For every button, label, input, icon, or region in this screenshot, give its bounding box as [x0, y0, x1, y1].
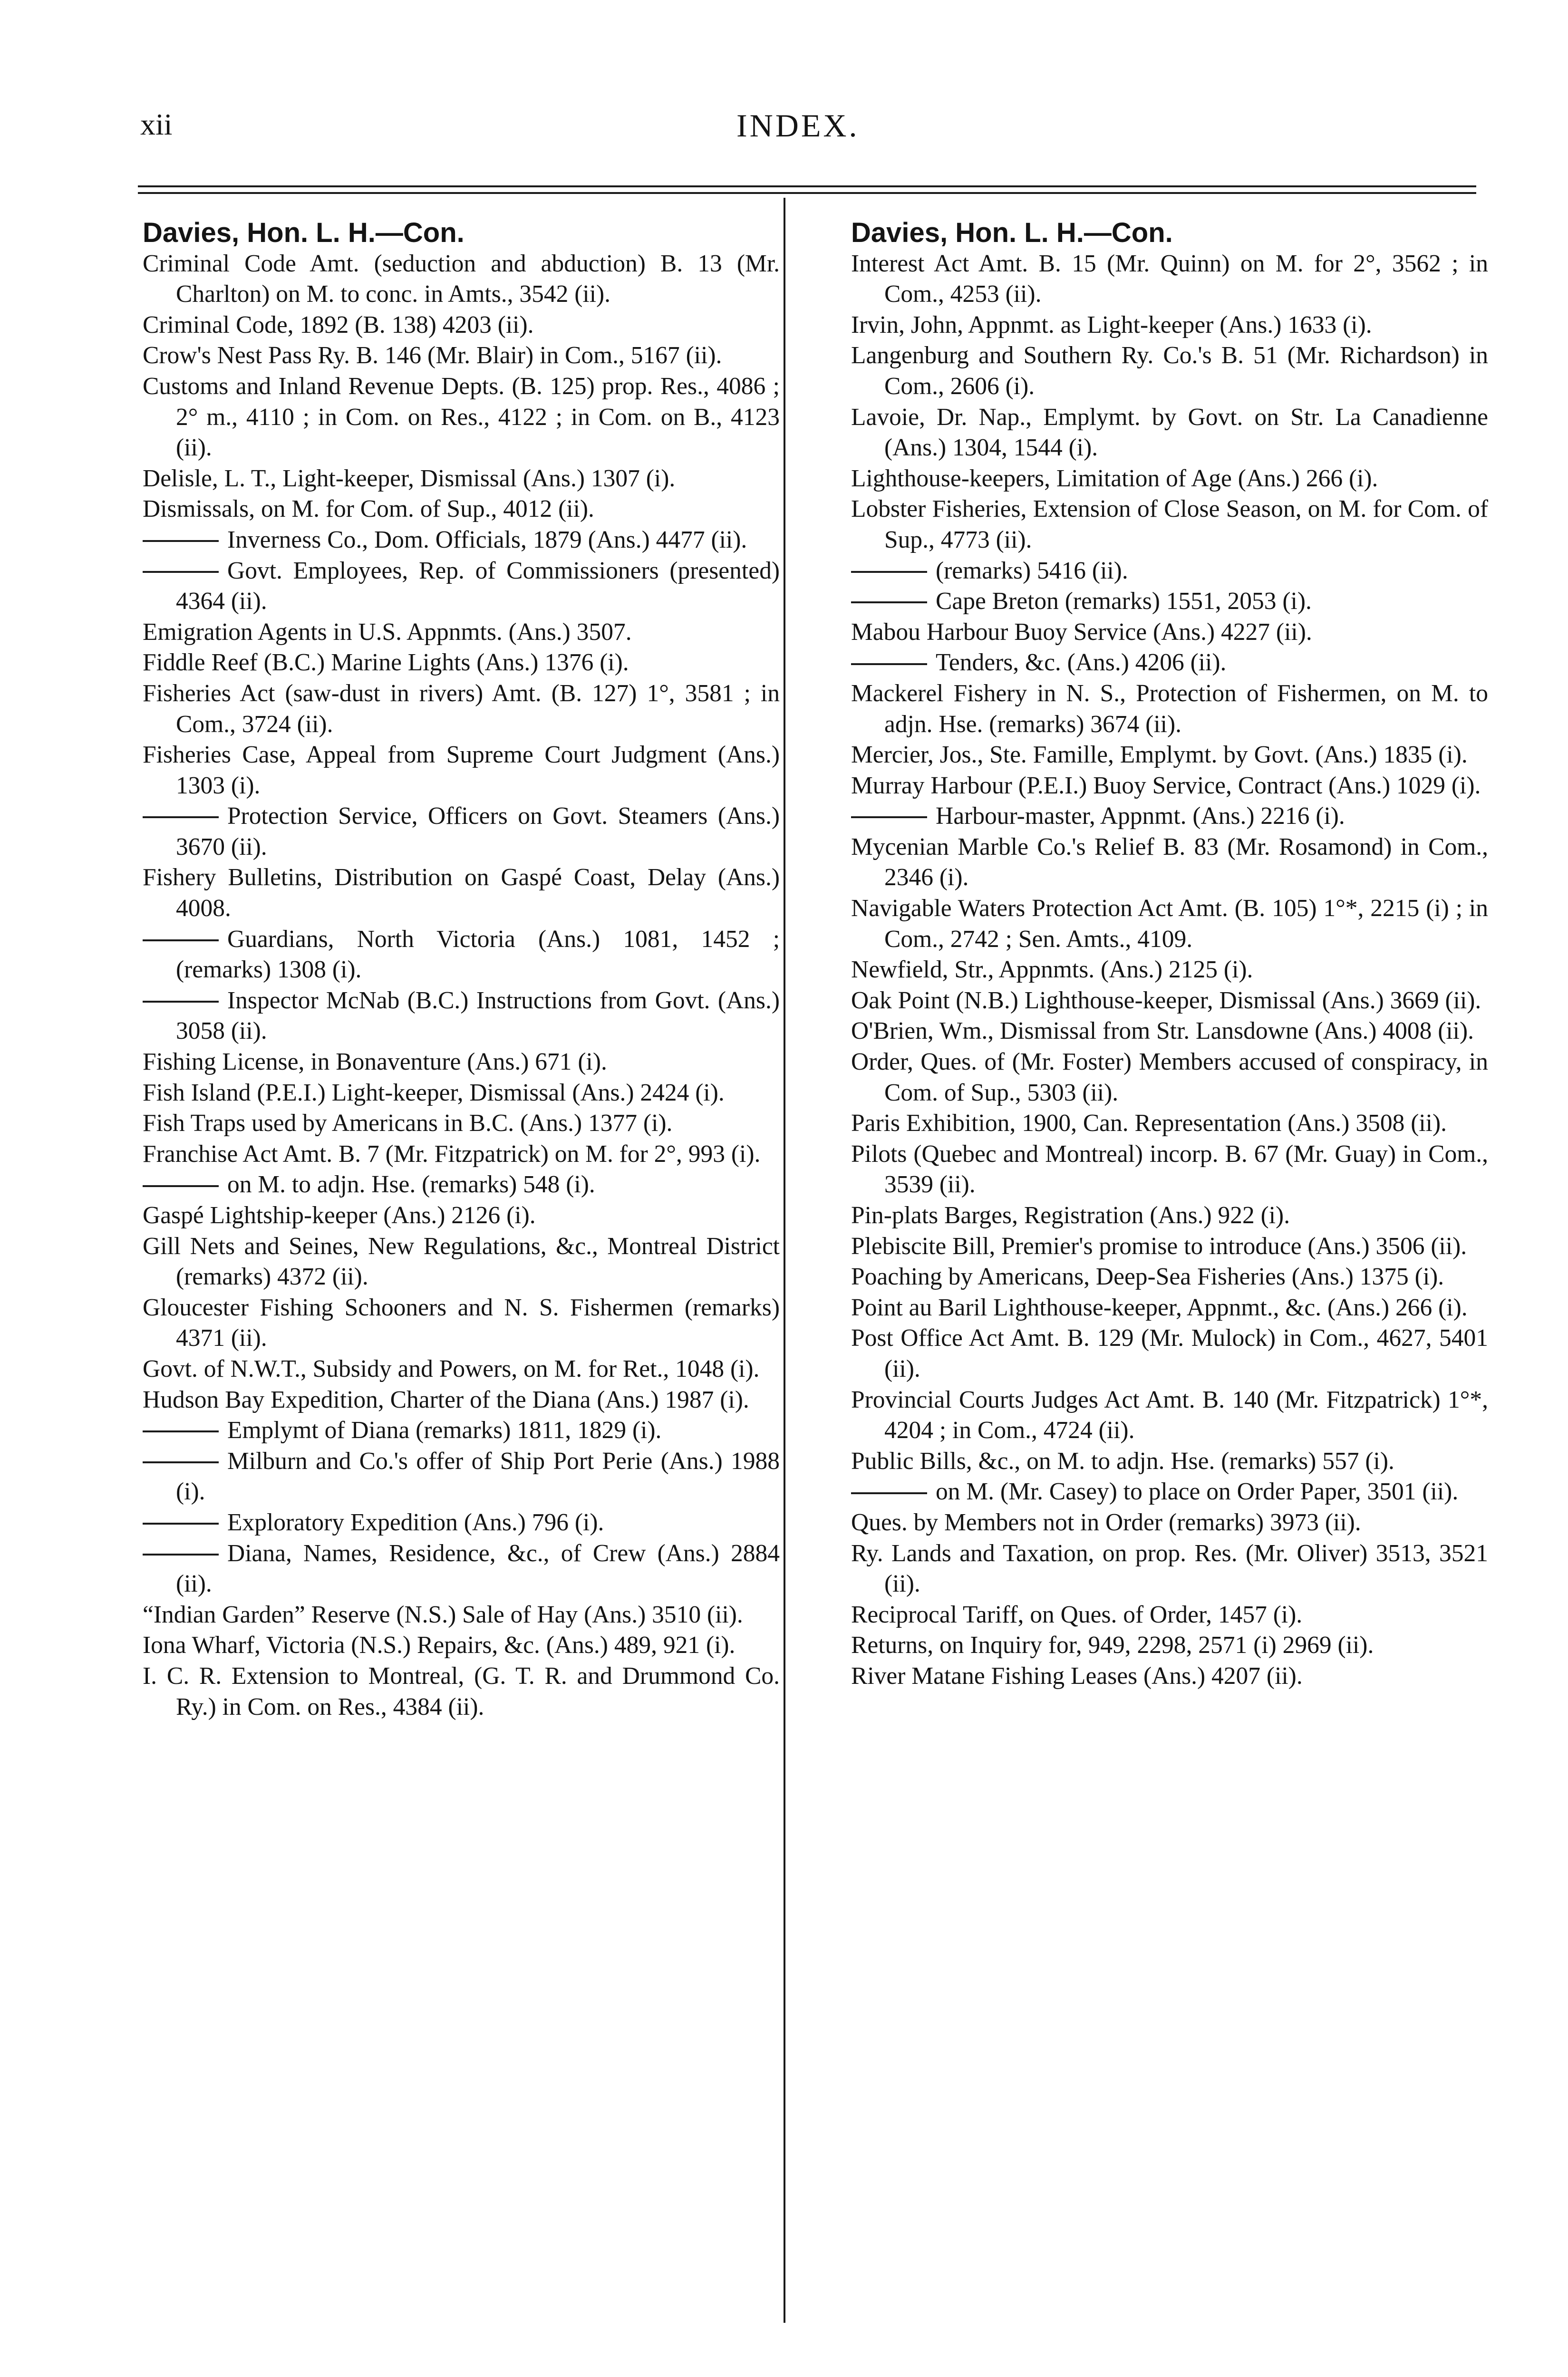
index-entry-text: Plebiscite Bill, Premier's promise to introduce (Ans.) 3506 (ii).: [851, 1232, 1467, 1260]
index-entry-text: Ry. Lands and Taxation, on prop. Res. (Mr. Oliver) 3513, 3521 (ii).: [851, 1539, 1488, 1598]
index-entry: [143, 617, 780, 648]
right-column-heading: Davies, Hon. L. H.—Con.: [851, 217, 1173, 248]
index-entry: [143, 464, 780, 494]
index-entry: [851, 1538, 1488, 1600]
index-entry: [851, 1630, 1488, 1661]
index-entry: [143, 1231, 780, 1293]
index-entry-text: O'Brien, Wm., Dismissal from Str. Lansdowne (Ans.) 4008 (ii).: [851, 1017, 1474, 1045]
index-entry: [851, 893, 1488, 955]
index-entry-text: Tenders, &c. (Ans.) 4206 (ii).: [936, 649, 1227, 676]
ditto-dash: [143, 939, 219, 941]
index-entry: [851, 1139, 1488, 1200]
index-entry-text: Gill Nets and Seines, New Regulations, &c., Montreal District (remarks) 4372 (ii).: [143, 1232, 780, 1291]
index-entry-text: Lobster Fisheries, Extension of Close Season, on M. for Com. of Sup., 4773 (ii).: [851, 495, 1488, 553]
page-number: xii: [140, 107, 173, 141]
index-entry-text: River Matane Fishing Leases (Ans.) 4207 (ii).: [851, 1662, 1303, 1690]
index-entry: [143, 1047, 780, 1078]
index-entry-text: Exploratory Expedition (Ans.) 796 (i).: [227, 1508, 604, 1536]
index-entry: [143, 1200, 780, 1231]
index-entry: [143, 1600, 780, 1631]
index-entry: [143, 1446, 780, 1507]
index-entry: [851, 1446, 1488, 1477]
index-entry-text: Order, Ques. of (Mr. Foster) Members accused of conspiracy, in Com. of Sup., 5303 (ii).: [851, 1048, 1488, 1106]
index-entry: [851, 1661, 1488, 1692]
index-entry-text: Pin-plats Barges, Registration (Ans.) 922 (i).: [851, 1202, 1290, 1229]
index-entry-text: Crow's Nest Pass Ry. B. 146 (Mr. Blair) in Com., 5167 (ii).: [143, 342, 722, 369]
index-entry: [851, 1231, 1488, 1262]
index-entry-text: Pilots (Quebec and Montreal) incorp. B. 67 (Mr. Guay) in Com., 3539 (ii).: [851, 1140, 1488, 1198]
index-entry-text: Gloucester Fishing Schooners and N. S. Fishermen (remarks) 4371 (ii).: [143, 1294, 780, 1352]
index-entry-text: Langenburg and Southern Ry. Co.'s B. 51 (Mr. Richardson) in Com., 2606 (i).: [851, 342, 1488, 400]
index-entry: [851, 556, 1488, 587]
index-entry-text: Murray Harbour (P.E.I.) Buoy Service, Contract (Ans.) 1029 (i).: [851, 772, 1481, 799]
index-entry: [143, 1354, 780, 1385]
left-column: [143, 218, 780, 1722]
index-entry-text: Guardians, North Victoria (Ans.) 1081, 1452 ; (remarks) 1308 (i).: [176, 925, 780, 984]
index-entry: [143, 740, 780, 801]
index-entry-text: Interest Act Amt. B. 15 (Mr. Quinn) on M. for 2°, 3562 ; in Com., 4253 (ii).: [851, 250, 1488, 308]
index-entry: [851, 1200, 1488, 1231]
index-entry-text: Lavoie, Dr. Nap., Emplymt. by Govt. on Str. La Canadienne (Ans.) 1304, 1544 (i).: [851, 403, 1488, 462]
index-entry-text: Poaching by Americans, Deep-Sea Fisheries (Ans.) 1375 (i).: [851, 1263, 1444, 1291]
column-divider: [784, 198, 785, 2323]
ditto-dash: [143, 1430, 219, 1432]
index-entry-text: Govt. of N.W.T., Subsidy and Powers, on M. for Ret., 1048 (i).: [143, 1355, 760, 1382]
index-entry: [143, 371, 780, 464]
index-entry: [851, 586, 1488, 617]
index-entry: [143, 494, 780, 525]
index-entry-text: Criminal Code, 1892 (B. 138) 4203 (ii).: [143, 311, 534, 338]
ditto-dash: [143, 571, 219, 573]
index-entry: [143, 862, 780, 924]
index-entry-text: Fiddle Reef (B.C.) Marine Lights (Ans.) 1376 (i).: [143, 649, 629, 676]
index-entry-text: “Indian Garden” Reserve (N.S.) Sale of Hay (Ans.) 3510 (ii).: [143, 1601, 743, 1628]
index-entry: [851, 955, 1488, 986]
index-entry: [851, 1323, 1488, 1384]
index-entry-text: Fish Traps used by Americans in B.C. (Ans.) 1377 (i).: [143, 1110, 673, 1137]
index-entry: [851, 1385, 1488, 1446]
index-entry-text: Fish Island (P.E.I.) Light-keeper, Dismissal (Ans.) 2424 (i).: [143, 1079, 725, 1106]
index-entry-text: Govt. Employees, Rep. of Commissioners (presented) 4364 (ii).: [176, 557, 780, 615]
index-entry: [143, 986, 780, 1047]
index-entry-text: Hudson Bay Expedition, Charter of the Diana (Ans.) 1987 (i).: [143, 1386, 749, 1413]
index-entry-text: Diana, Names, Residence, &c., of Crew (Ans.) 2884 (ii).: [176, 1539, 780, 1598]
index-entry-text: Provincial Courts Judges Act Amt. B. 140 (Mr. Fitzpatrick) 1°*, 4204 ; in Com., 4724 (ii).: [851, 1386, 1488, 1444]
index-entry-text: Mercier, Jos., Ste. Famille, Emplymt. by Govt. (Ans.) 1835 (i).: [851, 741, 1468, 769]
index-entry: [143, 1507, 780, 1538]
index-entry-text: Reciprocal Tariff, on Ques. of Order, 1457 (i).: [851, 1601, 1303, 1628]
index-entry-text: Delisle, L. T., Light-keeper, Dismissal (Ans.) 1307 (i).: [143, 464, 676, 492]
index-entry-text: Inverness Co., Dom. Officials, 1879 (Ans.) 4477 (ii).: [227, 526, 747, 553]
index-entry-text: Fishery Bulletins, Distribution on Gaspé Coast, Delay (Ans.) 4008.: [143, 864, 780, 922]
index-entry: [851, 617, 1488, 648]
ditto-dash: [851, 816, 927, 818]
ditto-dash: [851, 571, 927, 573]
index-entry-text: Post Office Act Amt. B. 129 (Mr. Mulock) in Com., 4627, 5401 (ii).: [851, 1324, 1488, 1382]
index-entry: [851, 1108, 1488, 1139]
index-entry-text: Emplymt of Diana (remarks) 1811, 1829 (i).: [227, 1417, 662, 1444]
index-entry-text: Fisheries Act (saw-dust in rivers) Amt. (B. 127) 1°, 3581 ; in Com., 3724 (ii).: [143, 679, 780, 738]
index-entry-text: Ques. by Members not in Order (remarks) 3973 (ii).: [851, 1508, 1361, 1536]
index-entry-text: (remarks) 5416 (ii).: [936, 557, 1128, 584]
index-entry: [143, 525, 780, 556]
index-entry-text: Point au Baril Lighthouse-keeper, Appnmt., &c. (Ans.) 266 (i).: [851, 1294, 1468, 1321]
page-title: INDEX.: [736, 107, 860, 144]
index-entry-text: Public Bills, &c., on M. to adjn. Hse. (remarks) 557 (i).: [851, 1447, 1394, 1475]
index-entry: [143, 340, 780, 371]
index-entry: [143, 310, 780, 341]
header-rule-top: [138, 185, 1476, 187]
index-entry: [143, 1078, 780, 1109]
ditto-dash: [851, 1492, 927, 1494]
header-rule-bottom: [138, 192, 1476, 194]
ditto-dash: [851, 663, 927, 665]
index-entry: [143, 647, 780, 678]
index-entry: [143, 1169, 780, 1200]
index-entry: [851, 494, 1488, 555]
ditto-dash: [143, 1185, 219, 1187]
index-entry-text: Fishing License, in Bonaventure (Ans.) 671 (i).: [143, 1048, 607, 1076]
index-entry: [143, 1661, 780, 1722]
index-entry: [143, 1630, 780, 1661]
index-entry: [143, 924, 780, 986]
index-entry: [143, 249, 780, 310]
ditto-dash: [143, 1554, 219, 1556]
right-column: [851, 218, 1488, 1692]
index-entry-text: Dismissals, on M. for Com. of Sup., 4012 (ii).: [143, 495, 594, 523]
index-entry: [143, 556, 780, 617]
index-entry-text: Newfield, Str., Appnmts. (Ans.) 2125 (i).: [851, 956, 1253, 984]
index-entry-text: Protection Service, Officers on Govt. Steamers (Ans.) 3670 (ii).: [176, 802, 780, 860]
index-entry-text: Irvin, John, Appnmt. as Light-keeper (Ans.) 1633 (i).: [851, 311, 1372, 338]
index-entry-text: on M. to adjn. Hse. (remarks) 548 (i).: [227, 1171, 595, 1198]
index-entry-text: Fisheries Case, Appeal from Supreme Court Judgment (Ans.) 1303 (i).: [143, 741, 780, 799]
left-entry-list: [143, 249, 780, 1723]
ditto-dash: [143, 1001, 219, 1003]
index-entry-text: Emigration Agents in U.S. Appnmts. (Ans.) 3507.: [143, 618, 632, 646]
index-entry-text: Mabou Harbour Buoy Service (Ans.) 4227 (ii).: [851, 618, 1312, 646]
index-entry: [851, 340, 1488, 402]
index-entry: [851, 678, 1488, 740]
index-entry: [143, 1108, 780, 1139]
index-entry-text: Paris Exhibition, 1900, Can. Representation (Ans.) 3508 (ii).: [851, 1110, 1447, 1137]
index-entry: [851, 464, 1488, 494]
index-entry-text: Gaspé Lightship-keeper (Ans.) 2126 (i).: [143, 1202, 536, 1229]
index-entry: [851, 801, 1488, 832]
index-entry: [143, 678, 780, 740]
index-entry-text: Lighthouse-keepers, Limitation of Age (Ans.) 266 (i).: [851, 464, 1378, 492]
index-entry: [851, 832, 1488, 893]
index-entry: [143, 1385, 780, 1416]
index-entry: [851, 402, 1488, 464]
index-entry-text: Cape Breton (remarks) 1551, 2053 (i).: [936, 588, 1312, 615]
index-entry-text: Oak Point (N.B.) Lighthouse-keeper, Dismissal (Ans.) 3669 (ii).: [851, 986, 1481, 1014]
index-entry-text: Navigable Waters Protection Act Amt. (B. 105) 1°*, 2215 (i) ; in Com., 2742 ; Sen. Amts., 4109.: [851, 895, 1488, 953]
index-entry: [143, 1139, 780, 1170]
index-entry: [851, 1477, 1488, 1507]
index-entry-text: Mackerel Fishery in N. S., Protection of Fishermen, on M. to adjn. Hse. (remarks) 3674 (ii).: [851, 679, 1488, 738]
index-entry: [851, 1600, 1488, 1631]
index-entry-text: I. C. R. Extension to Montreal, (G. T. R. and Drummond Co. Ry.) in Com. on Res., 4384 (ii).: [143, 1662, 780, 1720]
index-entry-text: Customs and Inland Revenue Depts. (B. 125) prop. Res., 4086 ; 2° m., 4110 ; in Com. on Res., 4122 ; in Com. on B., 4123 (ii).: [143, 372, 780, 462]
index-entry: [143, 1415, 780, 1446]
index-entry-text: Milburn and Co.'s offer of Ship Port Perie (Ans.) 1988 (i).: [176, 1447, 780, 1506]
index-entry-text: Iona Wharf, Victoria (N.S.) Repairs, &c. (Ans.) 489, 921 (i).: [143, 1632, 736, 1659]
index-entry: [851, 1507, 1488, 1538]
right-entry-list: [851, 249, 1488, 1692]
index-entry: [851, 1293, 1488, 1324]
index-entry: [851, 310, 1488, 341]
ditto-dash: [143, 816, 219, 818]
index-entry-text: Inspector McNab (B.C.) Instructions from Govt. (Ans.) 3058 (ii).: [176, 986, 780, 1045]
index-entry: [851, 249, 1488, 310]
index-entry: [851, 986, 1488, 1016]
index-entry: [851, 1262, 1488, 1293]
index-entry: [143, 801, 780, 862]
index-entry-text: Harbour-master, Appnmt. (Ans.) 2216 (i).: [936, 802, 1345, 830]
left-column-heading: Davies, Hon. L. H.—Con.: [143, 217, 465, 248]
index-entry-text: Criminal Code Amt. (seduction and abduction) B. 13 (Mr. Charlton) on M. to conc. in Amts., 3542 (ii).: [143, 250, 780, 308]
index-entry: [851, 771, 1488, 802]
ditto-dash: [143, 1461, 219, 1463]
index-entry-text: Returns, on Inquiry for, 949, 2298, 2571 (i) 2969 (ii).: [851, 1632, 1374, 1659]
index-entry: [851, 1016, 1488, 1047]
index-entry-text: on M. (Mr. Casey) to place on Order Paper, 3501 (ii).: [936, 1478, 1459, 1506]
index-entry-text: Mycenian Marble Co.'s Relief B. 83 (Mr. Rosamond) in Com., 2346 (i).: [851, 833, 1488, 891]
index-entry-text: Franchise Act Amt. B. 7 (Mr. Fitzpatrick) on M. for 2°, 993 (i).: [143, 1140, 761, 1168]
index-entry: [143, 1293, 780, 1354]
index-entry: [851, 740, 1488, 771]
ditto-dash: [851, 601, 927, 603]
ditto-dash: [143, 540, 219, 542]
index-entry: [143, 1538, 780, 1600]
index-entry: [851, 647, 1488, 678]
ditto-dash: [143, 1523, 219, 1525]
index-entry: [851, 1047, 1488, 1108]
